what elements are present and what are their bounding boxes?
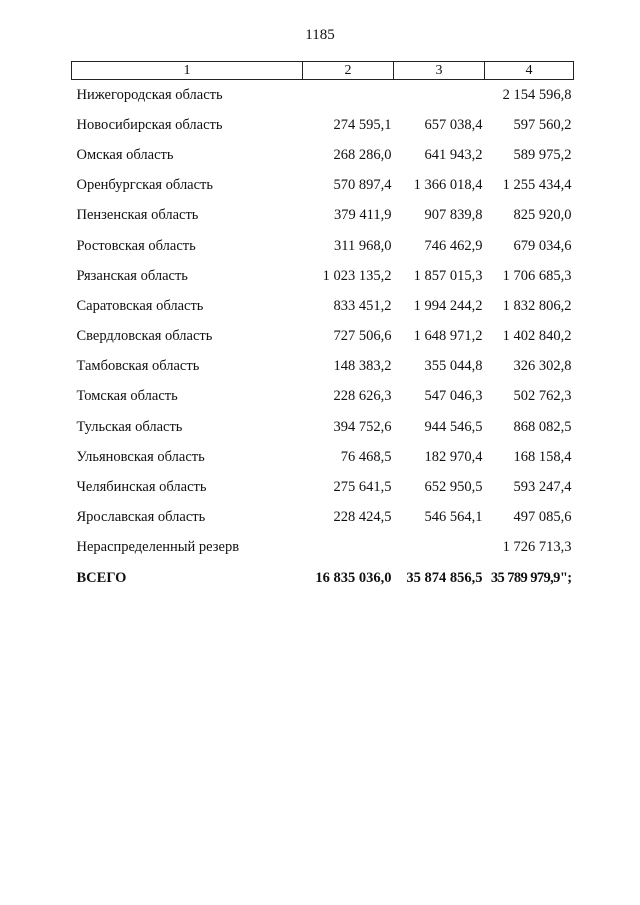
value-col4-cell: 593 247,4	[513, 479, 572, 496]
value-col2-cell: 379 411,9	[334, 207, 392, 224]
value-col4-cell: 35 789 979,9";	[490, 569, 572, 586]
region-name-cell: Тамбовская область	[76, 358, 200, 375]
region-name-cell: Рязанская область	[76, 267, 188, 284]
budget-table	[71, 61, 574, 593]
value-col4-cell: 589 975,2	[513, 146, 572, 163]
region-name-cell: Новосибирская область	[76, 116, 223, 133]
table-row	[72, 171, 574, 201]
region-name-cell: Нижегородская область	[76, 86, 223, 103]
value-col2-cell: 727 506,6	[333, 328, 392, 345]
value-col4-cell: 1 726 713,3	[502, 539, 572, 556]
table-row	[72, 382, 574, 412]
value-col4-cell: 1 255 434,4	[502, 177, 572, 194]
region-name-cell: Пензенская область	[76, 207, 199, 224]
value-col4-cell: 597 560,2	[513, 116, 572, 133]
value-col4-cell: 502 762,3	[513, 388, 572, 405]
value-col2-cell: 76 468,5	[340, 448, 392, 465]
value-col3-cell: 657 038,4	[424, 116, 483, 133]
value-col4-cell: 168 158,4	[513, 448, 572, 465]
value-col3-cell: 1 648 971,2	[413, 328, 483, 345]
column-header-4: 4	[485, 62, 574, 80]
table-row	[72, 110, 574, 140]
table-row	[72, 261, 574, 291]
value-col3-cell: 746 462,9	[424, 237, 483, 254]
value-col4-cell: 679 034,6	[513, 237, 572, 254]
value-col2-cell: 833 451,2	[333, 297, 392, 314]
table-row	[72, 80, 574, 111]
region-name-cell: Ярославская область	[76, 509, 206, 526]
value-col3-cell: 641 943,2	[424, 146, 483, 163]
value-col4-cell: 1 402 840,2	[502, 328, 572, 345]
region-name-cell: Челябинская область	[76, 479, 207, 496]
value-col3-cell: 652 950,5	[424, 479, 483, 496]
table-row	[72, 201, 574, 231]
region-name-cell: Оренбургская область	[76, 177, 214, 194]
region-name-cell: Свердловская область	[76, 328, 213, 345]
region-name-cell: Ульяновская область	[76, 448, 205, 465]
value-col2-cell	[303, 533, 394, 563]
column-header-1: 1	[72, 62, 303, 80]
table-row	[72, 472, 574, 502]
region-name-cell: Омская область	[76, 146, 174, 163]
table-row	[72, 291, 574, 321]
value-col2-cell: 570 897,4	[333, 177, 392, 194]
value-col2-cell: 268 286,0	[333, 146, 392, 163]
region-name-cell: ВСЕГО	[76, 569, 127, 586]
value-col3-cell: 546 564,1	[424, 509, 483, 526]
value-col3-cell: 944 546,5	[424, 418, 483, 435]
table-row	[72, 412, 574, 442]
value-col4-cell: 2 154 596,8	[502, 86, 572, 103]
region-name-cell: Томская область	[76, 388, 178, 405]
value-col4-cell: 326 302,8	[513, 358, 572, 375]
region-name-cell: Нераспределенный резерв	[76, 539, 240, 556]
table-row	[72, 442, 574, 472]
value-col2-cell: 228 626,3	[333, 388, 392, 405]
value-col4-cell: 825 920,0	[513, 207, 572, 224]
value-col2-cell: 274 595,1	[333, 116, 392, 133]
table-row	[72, 352, 574, 382]
value-col2-cell: 16 835 036,0	[315, 569, 392, 586]
value-col3-cell: 1 366 018,4	[413, 177, 483, 194]
value-col2-cell	[303, 80, 394, 111]
value-col2-cell: 1 023 135,2	[322, 267, 392, 284]
table-row	[72, 533, 574, 563]
value-col3-cell: 355 044,8	[424, 358, 483, 375]
value-col3-cell: 35 874 856,5	[406, 569, 483, 586]
value-col3-cell: 547 046,3	[424, 388, 483, 405]
page-number: 1185	[305, 27, 335, 43]
value-col4-cell: 497 085,6	[513, 509, 572, 526]
value-col2-cell: 394 752,6	[333, 418, 392, 435]
value-col3-cell: 1 857 015,3	[413, 267, 483, 284]
table-row	[72, 231, 574, 261]
value-col2-cell: 148 383,2	[333, 358, 392, 375]
table-row	[72, 503, 574, 533]
table-row	[72, 322, 574, 352]
value-col4-cell: 1 832 806,2	[502, 297, 572, 314]
column-header-3: 3	[394, 62, 485, 80]
value-col3-cell: 182 970,4	[424, 448, 483, 465]
value-col3-cell	[394, 80, 485, 111]
column-number-header	[72, 62, 574, 80]
value-col3-cell	[394, 533, 485, 563]
table-row	[72, 140, 574, 170]
value-col2-cell: 311 968,0	[334, 237, 392, 254]
region-name-cell: Саратовская область	[76, 297, 204, 314]
value-col3-cell: 1 994 244,2	[413, 297, 483, 314]
value-col2-cell: 228 424,5	[333, 509, 392, 526]
value-col4-cell: 1 706 685,3	[502, 267, 572, 284]
value-col4-cell: 868 082,5	[513, 418, 572, 435]
value-col3-cell: 907 839,8	[424, 207, 483, 224]
total-row	[72, 563, 574, 593]
column-header-2: 2	[303, 62, 394, 80]
value-col2-cell: 275 641,5	[333, 479, 392, 496]
region-name-cell: Ростовская область	[76, 237, 196, 254]
region-name-cell: Тульская область	[76, 418, 183, 435]
